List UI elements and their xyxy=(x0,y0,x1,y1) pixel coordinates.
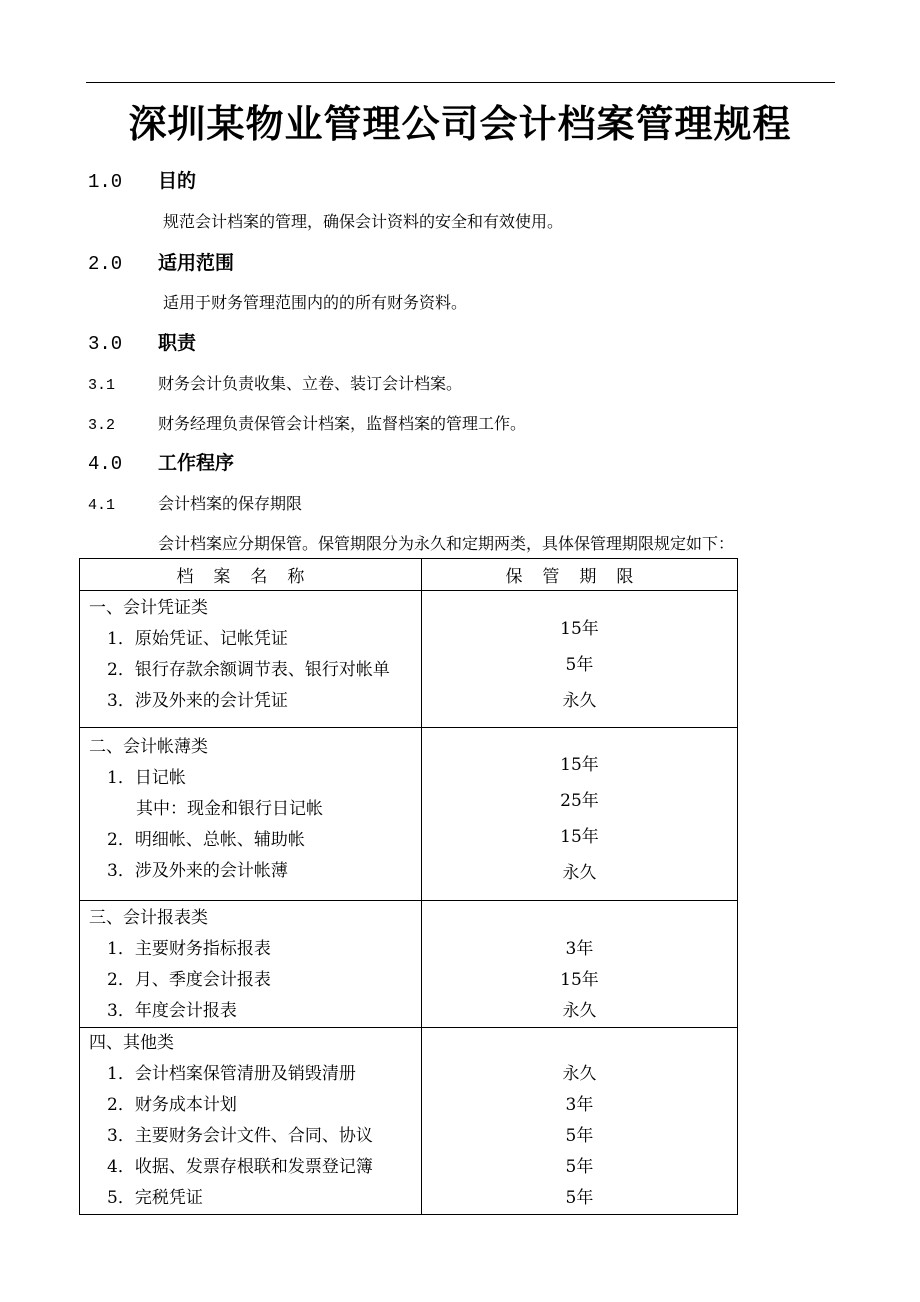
period-value: 15年 xyxy=(560,755,599,775)
section-4-intro: 会计档案应分期保管。保管期限分为永久和定期两类，具体保管理期限规定如下： xyxy=(158,534,735,553)
period-value: 5年 xyxy=(565,1188,594,1208)
category-item: 2．银行存款余额调节表、银行对帐单 xyxy=(107,660,390,680)
section-1-heading xyxy=(88,168,196,195)
category-item: 2．月、季度会计报表 xyxy=(107,970,271,990)
category-cell xyxy=(80,1028,422,1215)
table-row xyxy=(80,1028,738,1215)
section-heading: 工作程序 xyxy=(158,452,235,474)
section-2-heading xyxy=(88,250,234,277)
period-value: 25年 xyxy=(560,791,599,811)
section-number: 3.0 xyxy=(88,333,123,355)
item-3-2 xyxy=(88,412,526,438)
header-retention-period: 保管期限 xyxy=(421,559,737,591)
document-title: 深圳某物业管理公司会计档案管理规程 xyxy=(128,102,792,146)
period-value: 5年 xyxy=(565,655,594,675)
category-item: 2．财务成本计划 xyxy=(107,1095,237,1115)
category-item: 3．涉及外来的会计凭证 xyxy=(107,691,288,711)
section-heading: 职责 xyxy=(158,332,197,354)
period-value: 永久 xyxy=(562,863,597,883)
category-item: 2．明细帐、总帐、辅助帐 xyxy=(107,830,305,850)
category-item: 1．主要财务指标报表 xyxy=(107,939,271,959)
section-3-heading xyxy=(88,330,196,357)
item-text: 会计档案的保存期限 xyxy=(158,494,303,513)
header-archive-name: 档案名称 xyxy=(80,559,422,591)
period-value: 15年 xyxy=(560,970,599,990)
period-cell xyxy=(421,728,737,901)
table-header-row xyxy=(80,559,738,591)
top-rule xyxy=(86,82,835,83)
category-item: 3．年度会计报表 xyxy=(107,1001,237,1021)
item-number: 4.1 xyxy=(88,497,116,514)
category-title: 二、会计帐薄类 xyxy=(89,737,208,757)
category-cell xyxy=(80,901,422,1028)
section-number: 4.0 xyxy=(88,453,123,475)
category-item: 5．完税凭证 xyxy=(107,1188,203,1208)
period-value: 永久 xyxy=(562,691,597,711)
category-title: 四、其他类 xyxy=(89,1033,174,1053)
item-3-1 xyxy=(88,372,462,398)
category-title: 三、会计报表类 xyxy=(89,908,208,928)
category-item: 1．日记帐 xyxy=(107,768,186,788)
table-row xyxy=(80,591,738,728)
item-text: 财务经理负责保管会计档案，监督档案的管理工作。 xyxy=(158,414,527,433)
period-value: 15年 xyxy=(560,827,599,847)
period-value: 5年 xyxy=(565,1126,594,1146)
section-number: 1.0 xyxy=(88,171,123,193)
category-item: 3．主要财务会计文件、合同、协议 xyxy=(107,1126,373,1146)
period-value: 3年 xyxy=(565,939,594,959)
period-value: 3年 xyxy=(565,1095,594,1115)
period-value: 15年 xyxy=(560,619,599,639)
retention-table xyxy=(79,558,738,1215)
section-1-text: 规范会计档案的管理，确保会计资料的安全和有效使用。 xyxy=(163,212,564,231)
period-cell xyxy=(421,1028,737,1215)
category-item: 3．涉及外来的会计帐薄 xyxy=(107,861,288,881)
table-row xyxy=(80,728,738,901)
section-heading: 适用范围 xyxy=(158,252,235,274)
item-number: 3.1 xyxy=(88,377,116,394)
category-item: 1．原始凭证、记帐凭证 xyxy=(107,629,288,649)
category-cell xyxy=(80,728,422,901)
section-2-text: 适用于财务管理范围内的的所有财务资料。 xyxy=(163,293,468,312)
section-heading: 目的 xyxy=(158,170,197,192)
period-value: 5年 xyxy=(565,1157,594,1177)
category-item: 4．收据、发票存根联和发票登记簿 xyxy=(107,1157,373,1177)
item-number: 3.2 xyxy=(88,417,116,434)
category-item: 其中：现金和银行日记帐 xyxy=(136,799,323,819)
period-cell xyxy=(421,591,737,728)
item-4-1 xyxy=(88,492,302,518)
section-number: 2.0 xyxy=(88,253,123,275)
section-4-heading xyxy=(88,450,234,477)
period-cell xyxy=(421,901,737,1028)
period-value: 永久 xyxy=(562,1001,597,1021)
category-cell xyxy=(80,591,422,728)
category-title: 一、会计凭证类 xyxy=(89,598,208,618)
item-text: 财务会计负责收集、立卷、装订会计档案。 xyxy=(158,374,463,393)
period-value: 永久 xyxy=(562,1064,597,1084)
table-row xyxy=(80,901,738,1028)
category-item: 1．会计档案保管清册及销毁清册 xyxy=(107,1064,356,1084)
